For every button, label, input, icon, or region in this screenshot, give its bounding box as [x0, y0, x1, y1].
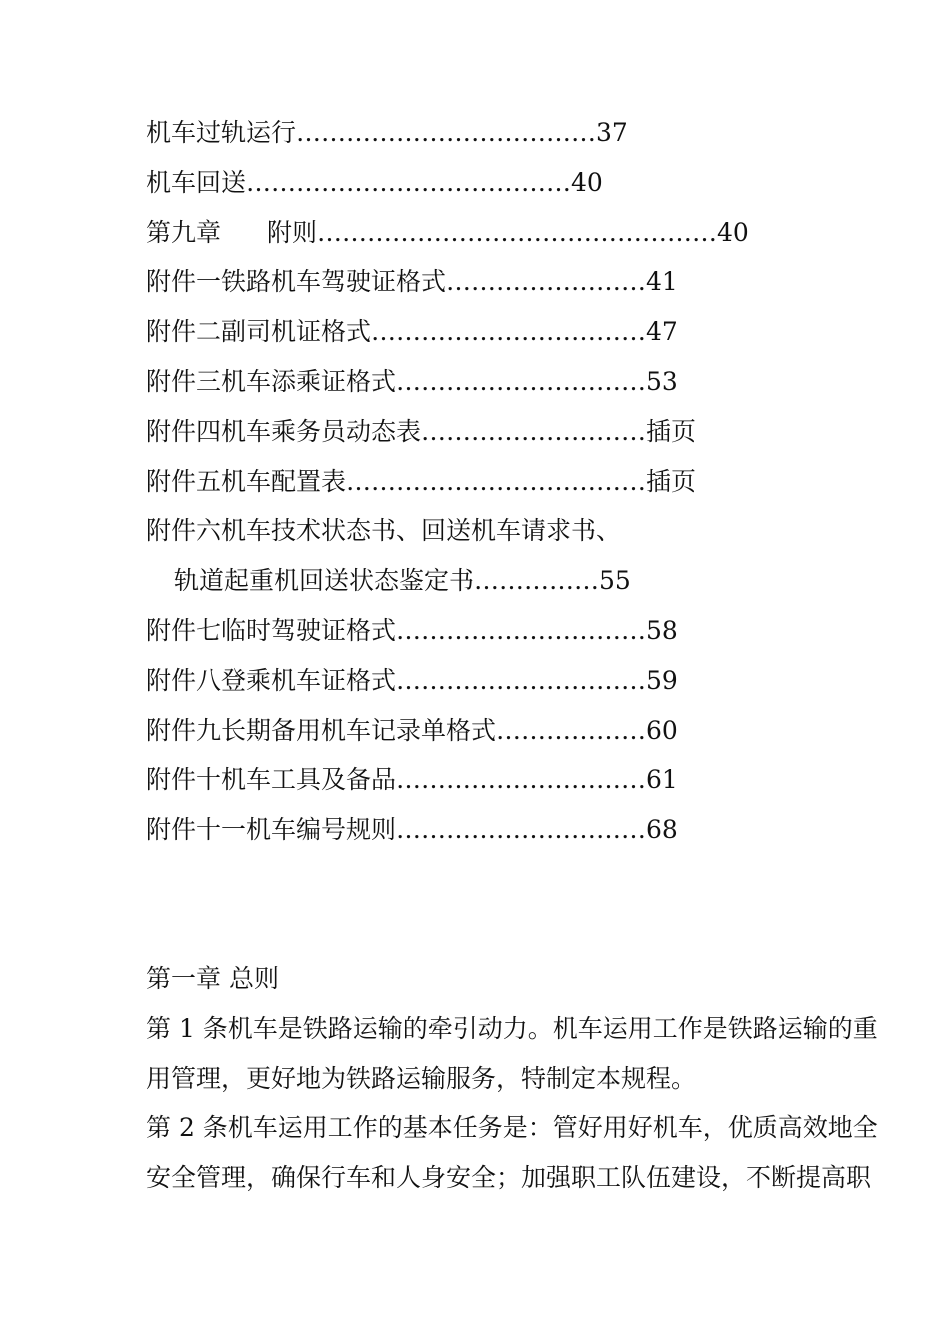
toc-entry-appendix-8[interactable]: 附件八登乘机车证格式…………………………59 [146, 665, 678, 695]
table-of-contents [146, 108, 950, 855]
chapter-title: 附则…………………………………………40 [267, 217, 749, 247]
toc-entry-appendix-5[interactable]: 附件五机车配置表………………………………插页 [146, 466, 697, 496]
toc-entry-chapter-9[interactable] [146, 208, 950, 258]
toc-entry-appendix-6-continued[interactable]: 轨道起重机回送状态鉴定书……………55 [174, 566, 631, 596]
toc-entry-appendix-10[interactable]: 附件十机车工具及备品…………………………61 [146, 765, 678, 795]
toc-entry-appendix-4[interactable]: 附件四机车乘务员动态表………………………插页 [146, 416, 697, 446]
chapter-heading: 第一章 总则 [146, 964, 279, 993]
toc-entry-appendix-11[interactable]: 附件十一机车编号规则…………………………68 [146, 815, 678, 845]
article-1-line-2: 用管理，更好地为铁路运输服务，特制定本规程。 [146, 1063, 697, 1093]
toc-entry-appendix-1[interactable]: 附件一铁路机车驾驶证格式……………………41 [146, 267, 678, 297]
chapter-number: 第九章 [146, 217, 222, 247]
toc-entry-appendix-7[interactable]: 附件七临时驾驶证格式…………………………58 [146, 615, 678, 645]
toc-entry-locomotive-return[interactable]: 机车回送…………………………………40 [146, 167, 603, 197]
toc-entry-appendix-9[interactable]: 附件九长期备用机车记录单格式………………60 [146, 715, 678, 745]
article-2-line-1: 第 2 条机车运用工作的基本任务是：管好用好机车，优质高效地全 [146, 1113, 878, 1143]
toc-entry-appendix-3[interactable]: 附件三机车添乘证格式…………………………53 [146, 366, 678, 396]
toc-entry-appendix-6[interactable]: 附件六机车技术状态书、回送机车请求书、 [146, 516, 622, 546]
chapter-1-section [146, 954, 950, 1203]
article-2-line-2: 安全管理，确保行车和人身安全；加强职工队伍建设，不断提高职 [146, 1163, 872, 1193]
article-1-line-1: 第 1 条机车是铁路运输的牵引动力。机车运用工作是铁路运输的重 [146, 1013, 878, 1043]
toc-entry-appendix-2[interactable]: 附件二副司机证格式……………………………47 [146, 317, 678, 347]
toc-entry-locomotive-transfer[interactable]: 机车过轨运行………………………………37 [146, 118, 628, 147]
